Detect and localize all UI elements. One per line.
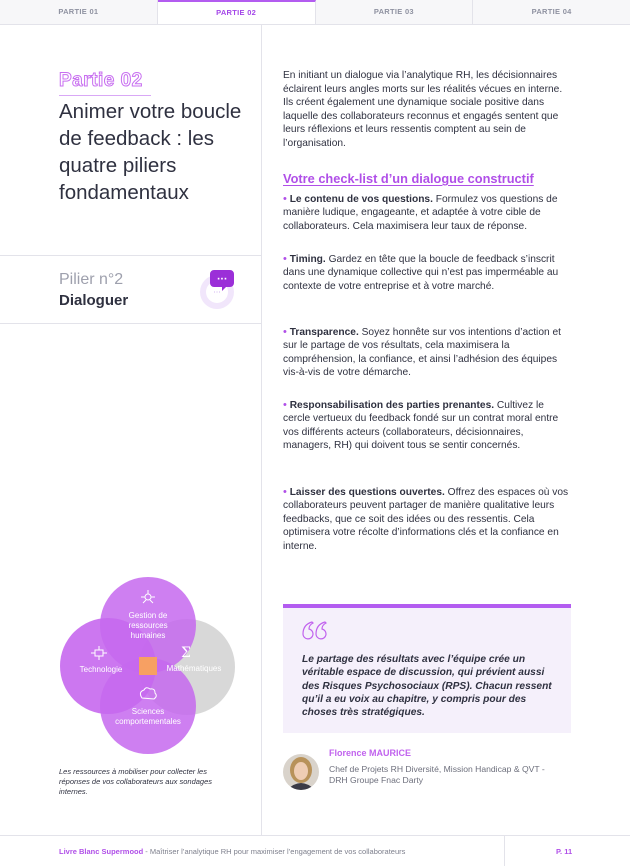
venn-label-right: Mathématiques: [166, 664, 222, 673]
author-role: Chef de Projets RH Diversité, Mission Handicap & QVT - DRH Groupe Fnac Darty: [329, 764, 545, 786]
list-item: • Timing. Gardez en tête que la boucle de feedback s’inscrit dans une dynamique collective qui n’est pas imperméable au contexte de votre entreprise et à votre marché.: [283, 253, 559, 292]
pilier-name: Dialoguer: [59, 292, 129, 309]
page-number: P. 11: [556, 847, 573, 856]
checklist-title[interactable]: Votre check-list d’un dialogue constructif: [283, 171, 534, 186]
svg-text:···: ···: [213, 288, 221, 297]
footer: [0, 835, 630, 866]
footer-brand: Livre Blanc Supermood: [59, 847, 144, 856]
tab-partie-02[interactable]: PARTIE 02: [158, 0, 316, 24]
venn-caption: Les ressources à mobiliser pour collecter les réponses de vos collaborateurs aux sondages internes.: [59, 767, 213, 796]
footer-divider: [504, 836, 505, 866]
divider: [0, 323, 261, 324]
footer-subtitle: - Maîtriser l’analytique RH pour maximiser l’engagement de vos collaborateurs: [143, 847, 406, 856]
page-title: Animer votre boucle de feedback : les quatre piliers fondamentaux: [59, 100, 242, 204]
quote-text: Le partage des résultats avec l’équipe crée un véritable espace de discussion, qui prévient aussi des Risques Psychosociaux (RPS). Chacun ressent qu’il a eu voix au chapitre, y compris pour des choses très stratégiques.: [302, 654, 552, 719]
quote-box: [283, 604, 571, 733]
venn-label-left: Technologie: [79, 665, 123, 674]
section-tabs: [0, 0, 630, 25]
list-item: • Le contenu de vos questions. Formulez vos questions de manière ludique, engageante, et adaptée à votre cible de collaborateurs. Cela maximisera leur taux de réponse.: [283, 193, 558, 232]
svg-text:···: ···: [216, 275, 228, 285]
venn-diagram: [55, 570, 240, 760]
footer-text: [59, 847, 405, 856]
part-label: Partie 02: [59, 70, 143, 91]
tab-partie-01[interactable]: PARTIE 01: [0, 0, 158, 24]
tab-partie-04[interactable]: PARTIE 04: [473, 0, 630, 24]
venn-label-bottom: Sciences comportementales: [115, 707, 181, 726]
list-item: • Laisser des questions ouvertes. Offrez des espaces où vos collaborateurs peuvent partager de manière qualitative leurs feedbacks, que ce soit des idées ou des ressentis. Cela optimisera votre récolte d’informations clés et la confiance en interne.: [283, 486, 569, 552]
chat-bubble-icon: [198, 267, 238, 311]
pilier-number: Pilier n°2: [59, 271, 124, 288]
venn-label-top: Gestion de ressources humaines: [128, 611, 168, 640]
part-label-underline: [59, 95, 151, 96]
list-item: • Transparence. Soyez honnête sur vos intentions d’action et sur le partage de vos résultats, cela maximisera la compréhension, la confiance, et ainsi l’adhésion des équipes vis-à-vis de votre démarche.: [283, 326, 561, 379]
list-item: • Responsabilisation des parties prenantes. Cultivez le cercle vertueux du feedback fondé sur un contrat moral entre vos différents acteurs (collaborateurs, décisionnaires, managers, RH) qui doivent tous se sentir concernés.: [283, 399, 559, 452]
avatar: [283, 754, 319, 790]
intro-paragraph: En initiant un dialogue via l’analytique RH, les décisionnaires éclairent leurs angles morts sur les réalités vécues en interne. Ils créent également une dynamique sociale positive dans laquelle des collaborateurs reconnus et engagés sentent que leurs réflexions et leurs ressentis comptent au sein de l’organisation.: [283, 70, 563, 149]
quote-icon: [301, 620, 329, 642]
tab-partie-03[interactable]: PARTIE 03: [316, 0, 474, 24]
sigma-icon: Σ: [181, 645, 191, 661]
author-name: Florence MAURICE: [329, 748, 412, 758]
divider: [0, 255, 261, 256]
column-divider: [261, 25, 262, 836]
